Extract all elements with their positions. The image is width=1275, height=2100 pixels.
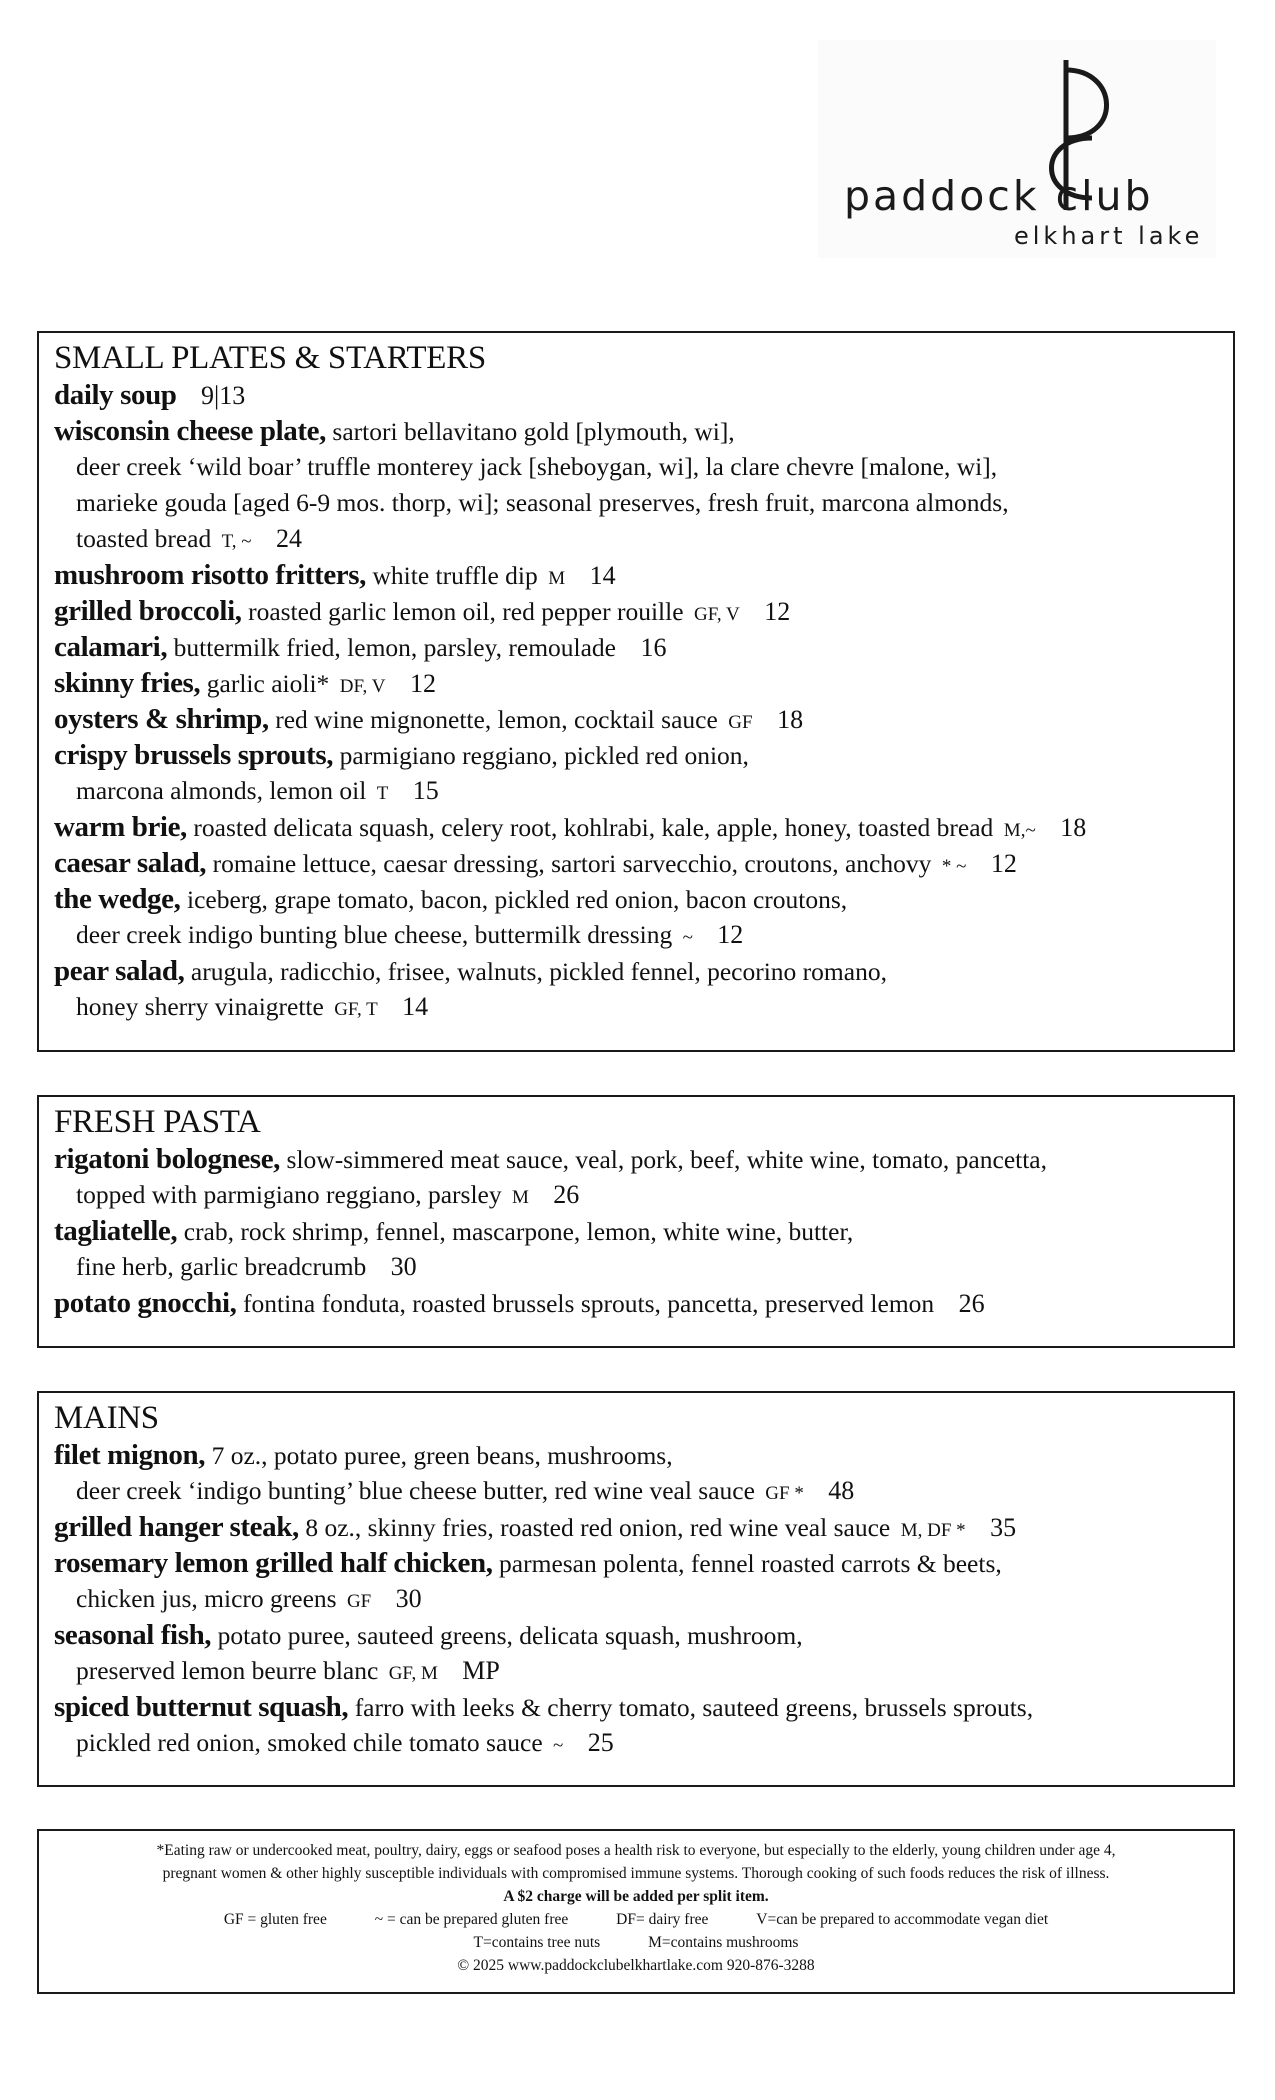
- section-title: FRESH PASTA: [54, 1104, 261, 1140]
- item-price: 14: [589, 561, 616, 590]
- menu-item: [54, 629, 1233, 665]
- item-price: 35: [990, 1513, 1017, 1542]
- item-price: 26: [958, 1289, 985, 1318]
- item-desc-cont: marieke gouda [aged 6-9 mos. thorp, wi]; seasonal preserves, fresh fruit, marcona almonds,: [76, 488, 1009, 517]
- fresh-pasta-section: [37, 1095, 1235, 1348]
- health-warning: *Eating raw or undercooked meat, poultry, dairy, eggs or seafood poses a health risk to everyone, but especially to the elderly, young children under age 4,: [156, 1842, 1116, 1859]
- item-tags: * ~: [941, 856, 967, 877]
- item-price: 12: [990, 849, 1017, 878]
- menu-item: [54, 1213, 1233, 1249]
- item-price: 15: [412, 776, 439, 805]
- menu-item: [54, 413, 1233, 449]
- item-desc-cont: [54, 1249, 1233, 1285]
- menu-item: [54, 737, 1233, 773]
- menu-item: [54, 1689, 1233, 1725]
- menu-item: [54, 881, 1233, 917]
- item-desc-cont: [54, 989, 1233, 1025]
- item-price: 30: [390, 1252, 417, 1281]
- item-name: daily soup: [54, 379, 177, 411]
- item-name: tagliatelle,: [54, 1215, 178, 1247]
- item-desc-cont: [54, 773, 1233, 809]
- item-tags: GF, M: [388, 1663, 438, 1684]
- item-desc: crab, rock shrimp, fennel, mascarpone, lemon, white wine, butter,: [183, 1217, 854, 1246]
- footer-notes: [37, 1829, 1235, 1994]
- item-tags: M, DF *: [900, 1520, 966, 1541]
- item-desc: topped with parmigiano reggiano, parsley: [76, 1180, 502, 1209]
- item-desc-cont: [54, 1473, 1233, 1509]
- paddock-club-logo: [818, 40, 1216, 258]
- menu-item: [54, 1285, 1233, 1321]
- item-name: mushroom risotto fritters,: [54, 559, 367, 591]
- item-name: caesar salad,: [54, 847, 207, 879]
- item-desc: sartori bellavitano gold [plymouth, wi],: [332, 417, 735, 446]
- item-desc: 7 oz., potato puree, green beans, mushrooms,: [211, 1441, 673, 1470]
- item-name: potato gnocchi,: [54, 1287, 237, 1319]
- item-desc: parmesan polenta, fennel roasted carrots & beets,: [499, 1549, 1002, 1578]
- health-warning: pregnant women & other highly susceptible individuals with compromised immune systems. Thorough cooking of such foods reduces the risk of illness.: [162, 1865, 1110, 1882]
- item-name: crispy brussels sprouts,: [54, 739, 334, 771]
- item-desc-cont: [54, 917, 1233, 953]
- item-desc-cont: [54, 1177, 1233, 1213]
- split-charge-note: A $2 charge will be added per split item.: [503, 1888, 769, 1905]
- item-desc: pickled red onion, smoked chile tomato sauce: [76, 1728, 543, 1757]
- item-desc-cont: [54, 1581, 1233, 1617]
- legend-v: V=can be prepared to accommodate vegan diet: [756, 1911, 1049, 1928]
- item-desc: chicken jus, micro greens: [76, 1584, 337, 1613]
- item-desc-cont: [54, 1653, 1233, 1689]
- item-desc: fontina fonduta, roasted brussels sprouts, pancetta, preserved lemon: [243, 1289, 935, 1318]
- item-price: MP: [462, 1656, 500, 1685]
- item-name: the wedge,: [54, 883, 181, 915]
- item-desc: preserved lemon beurre blanc: [76, 1656, 379, 1685]
- item-name: rigatoni bolognese,: [54, 1143, 281, 1175]
- item-name: spiced butternut squash,: [54, 1691, 349, 1723]
- logo-wordmark: paddock club: [844, 172, 1154, 220]
- item-tags: GF, V: [694, 604, 740, 625]
- item-price: 16: [640, 633, 667, 662]
- item-tags: GF: [346, 1591, 372, 1612]
- item-desc: farro with leeks & cherry tomato, sauteed greens, brussels sprouts,: [354, 1693, 1034, 1722]
- menu-item: [54, 665, 1233, 701]
- item-tags: T: [376, 783, 389, 804]
- legend-tilde: ~ = can be prepared gluten free: [374, 1911, 569, 1928]
- menu-item: [54, 845, 1233, 881]
- legend-m: M=contains mushrooms: [648, 1934, 799, 1951]
- item-desc-cont: deer creek ‘wild boar’ truffle monterey jack [sheboygan, wi], la clare chevre [malone, wi],: [76, 452, 998, 481]
- copyright-contact: © 2025 www.paddockclubelkhartlake.com 920-876-3288: [457, 1957, 815, 1974]
- item-desc: buttermilk fried, lemon, parsley, remoulade: [173, 633, 616, 662]
- section-title: MAINS: [54, 1400, 159, 1436]
- menu-item: [54, 593, 1233, 629]
- legend-gf: GF = gluten free: [223, 1911, 327, 1928]
- item-tags: T, ~: [221, 531, 252, 552]
- item-price: 30: [395, 1584, 422, 1613]
- item-tags: ~: [553, 1735, 564, 1756]
- item-tags: GF, T: [334, 999, 378, 1020]
- item-price: 26: [553, 1180, 580, 1209]
- menu-item: [54, 1509, 1233, 1545]
- item-price: 18: [777, 705, 804, 734]
- item-price: 9|13: [201, 381, 246, 410]
- mains-section: [37, 1391, 1235, 1787]
- item-desc: red wine mignonette, lemon, cocktail sauce: [275, 705, 718, 734]
- item-name: skinny fries,: [54, 667, 201, 699]
- item-desc: arugula, radicchio, frisee, walnuts, pickled fennel, pecorino romano,: [190, 957, 887, 986]
- item-tags: GF: [728, 712, 753, 733]
- section-title: SMALL PLATES & STARTERS: [54, 340, 486, 376]
- item-desc: honey sherry vinaigrette: [76, 992, 324, 1021]
- item-tags: ~: [682, 927, 693, 948]
- allergen-legend: [39, 1931, 1233, 1954]
- item-tags: M: [548, 568, 566, 589]
- item-desc-cont: [54, 521, 1233, 557]
- item-desc: slow-simmered meat sauce, veal, pork, beef, white wine, tomato, pancetta,: [286, 1145, 1047, 1174]
- menu-item: [54, 1437, 1233, 1473]
- item-desc: deer creek ‘indigo bunting’ blue cheese butter, red wine veal sauce: [76, 1476, 755, 1505]
- item-price: 18: [1060, 813, 1087, 842]
- item-desc-cont: [54, 1725, 1233, 1761]
- item-price: 24: [275, 524, 302, 553]
- menu-item: [54, 1617, 1233, 1653]
- item-name: seasonal fish,: [54, 1619, 212, 1651]
- menu-item: [54, 377, 1233, 413]
- item-name: filet mignon,: [54, 1439, 206, 1471]
- item-desc: potato puree, sauteed greens, delicata squash, mushroom,: [217, 1621, 803, 1650]
- menu-item: [54, 809, 1233, 845]
- small-plates-section: [37, 331, 1235, 1052]
- item-name: warm brie,: [54, 811, 187, 843]
- menu-item: [54, 701, 1233, 737]
- item-price: 12: [764, 597, 791, 626]
- menu-item: [54, 953, 1233, 989]
- item-name: calamari,: [54, 631, 168, 663]
- item-name: oysters & shrimp,: [54, 703, 269, 735]
- item-price: 48: [828, 1476, 855, 1505]
- item-desc: garlic aioli*: [206, 669, 330, 698]
- item-desc: romaine lettuce, caesar dressing, sartori sarvecchio, croutons, anchovy: [212, 849, 932, 878]
- item-tags: DF, V: [339, 676, 386, 697]
- item-price: 14: [402, 992, 429, 1021]
- item-price: 12: [717, 920, 744, 949]
- item-desc: marcona almonds, lemon oil: [76, 776, 367, 805]
- item-tags: GF *: [765, 1483, 804, 1504]
- item-name: grilled broccoli,: [54, 595, 242, 627]
- item-tags: M,~: [1003, 820, 1036, 841]
- item-desc: roasted garlic lemon oil, red pepper rouille: [248, 597, 684, 626]
- item-desc: iceberg, grape tomato, bacon, pickled red onion, bacon croutons,: [186, 885, 848, 914]
- item-desc: parmigiano reggiano, pickled red onion,: [339, 741, 749, 770]
- item-desc: white truffle dip: [372, 561, 538, 590]
- legend-df: DF= dairy free: [616, 1911, 709, 1928]
- item-name: wisconsin cheese plate,: [54, 415, 326, 447]
- item-name: grilled hanger steak,: [54, 1511, 299, 1543]
- menu-item: [54, 1141, 1233, 1177]
- dietary-legend: [39, 1908, 1233, 1931]
- item-name: rosemary lemon grilled half chicken,: [54, 1547, 493, 1579]
- item-desc: fine herb, garlic breadcrumb: [76, 1252, 367, 1281]
- item-price: 25: [587, 1728, 614, 1757]
- item-desc: roasted delicata squash, celery root, kohlrabi, kale, apple, honey, toasted bread: [193, 813, 994, 842]
- menu-item: [54, 1545, 1233, 1581]
- logo-location: elkhart lake: [1014, 222, 1204, 250]
- item-desc: 8 oz., skinny fries, roasted red onion, red wine veal sauce: [305, 1513, 891, 1542]
- legend-t: T=contains tree nuts: [473, 1934, 601, 1951]
- item-desc: toasted bread: [76, 524, 212, 553]
- item-name: pear salad,: [54, 955, 185, 987]
- item-price: 12: [409, 669, 436, 698]
- item-desc: deer creek indigo bunting blue cheese, buttermilk dressing: [76, 920, 673, 949]
- menu-item: [54, 557, 1233, 593]
- item-tags: M: [511, 1187, 529, 1208]
